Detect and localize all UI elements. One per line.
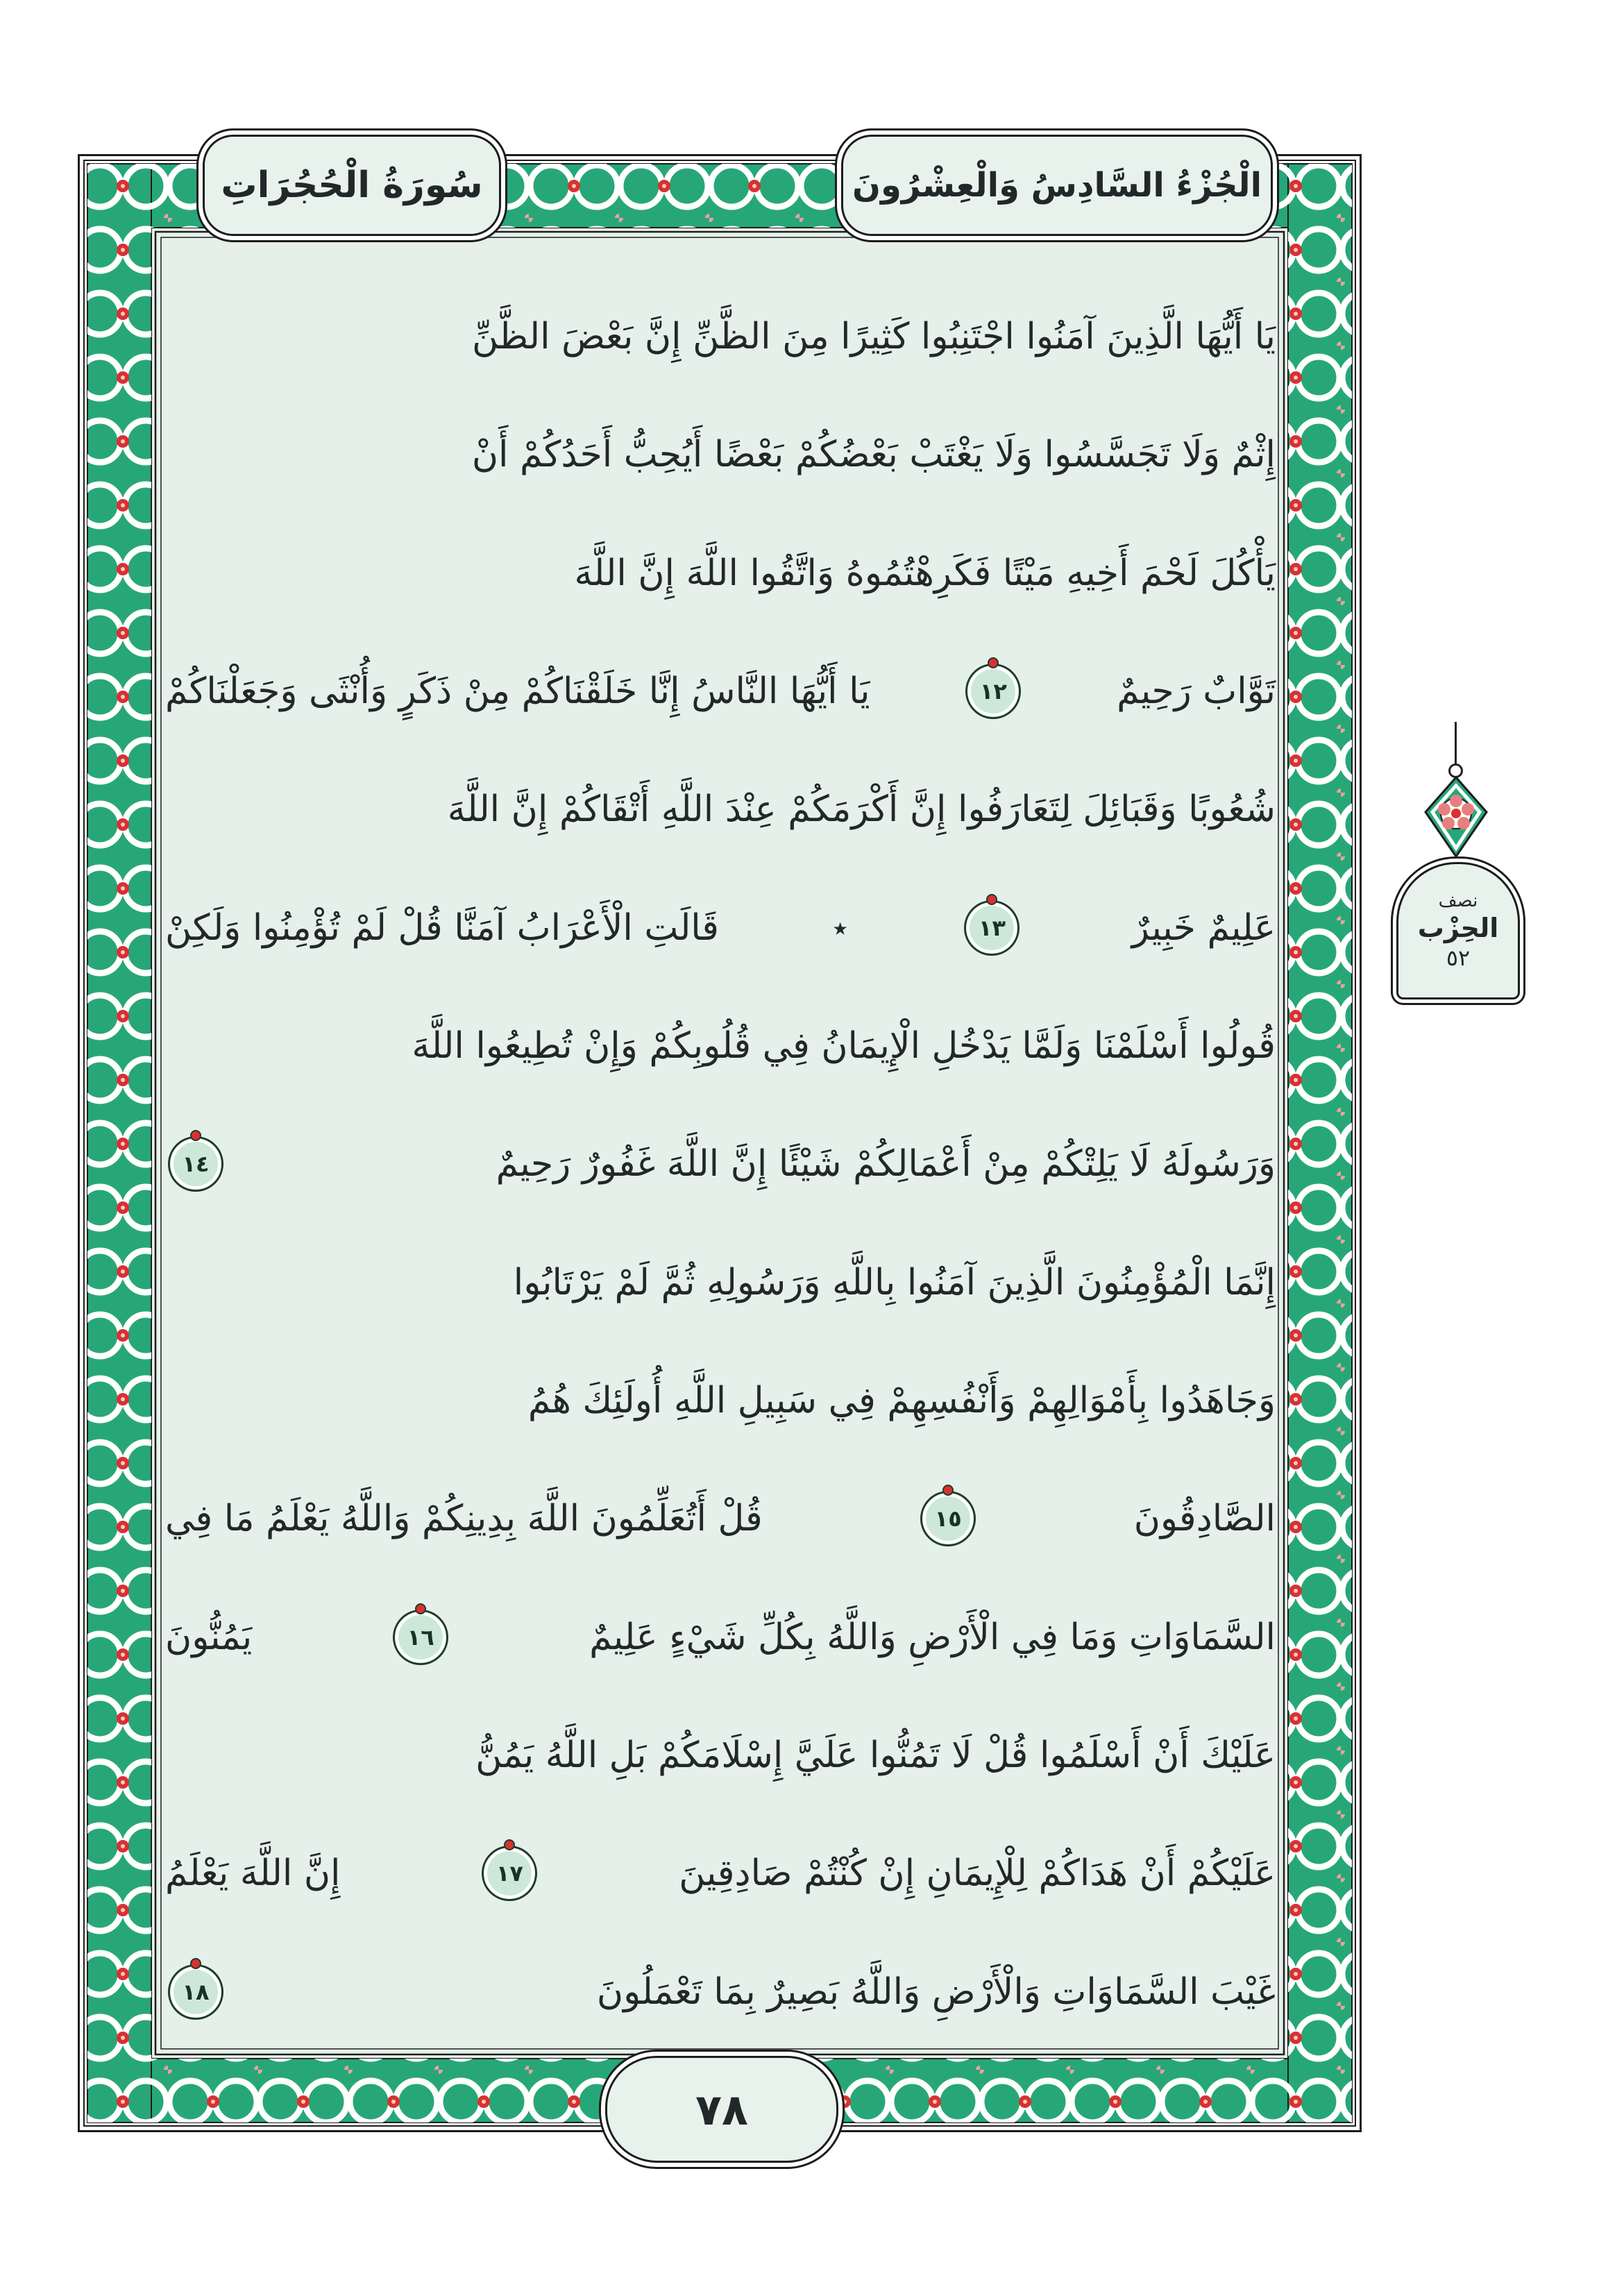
quran-line — [165, 987, 1276, 1105]
quran-line — [165, 396, 1276, 514]
verse-text: قُولُوا أَسْلَمْنَا وَلَمَّا يَدْخُلِ الْإِيمَانُ فِي قُلُوبِكُمْ وَإِنْ تُطِيعُوا اللَّهَ — [412, 1025, 1276, 1067]
juz-title: الْجُزْءُ السَّادِسُ وَالْعِشْرُونَ — [852, 166, 1262, 205]
juz-title-tab — [841, 135, 1273, 236]
ayah-marker: ١٨ — [168, 1964, 223, 2020]
hizb-star-icon: ٭ — [832, 910, 849, 945]
verse-text: إِنَّمَا الْمُؤْمِنُونَ الَّذِينَ آمَنُوا بِاللَّهِ وَرَسُولِهِ ثُمَّ لَمْ يَرْتَابُوا — [513, 1261, 1276, 1303]
verse-text: عَلَيْكُمْ أَنْ هَدَاكُمْ لِلْإِيمَانِ إِنْ كُنْتُمْ صَادِقِينَ — [679, 1852, 1276, 1895]
page-number: ٧٨ — [695, 2084, 748, 2135]
ayah-marker: ١٢ — [965, 664, 1021, 719]
quran-line — [165, 278, 1276, 396]
quran-line — [165, 750, 1276, 868]
marker-hanger-line — [1455, 722, 1457, 765]
verse-text: تَوَّابٌ رَحِيمٌ — [1117, 670, 1276, 713]
margin-marker — [1396, 862, 1520, 999]
surah-title-tab — [203, 135, 501, 236]
verse-text: يَمُنُّونَ — [165, 1616, 253, 1658]
verse-text: إِنَّ اللَّهَ يَعْلَمُ — [165, 1852, 341, 1895]
quran-line — [165, 514, 1276, 632]
quran-text-area — [165, 278, 1276, 2051]
ayah-marker: ١٦ — [393, 1610, 448, 1665]
verse-text: قُلْ أَتُعَلِّمُونَ اللَّهَ بِدِينِكُمْ وَاللَّهُ يَعْلَمُ مَا فِي — [165, 1498, 763, 1540]
verse-text: وَجَاهَدُوا بِأَمْوَالِهِمْ وَأَنْفُسِهِمْ فِي سَبِيلِ اللَّهِ أُولَئِكَ هُمُ — [527, 1380, 1276, 1422]
verse-text: السَّمَاوَاتِ وَمَا فِي الْأَرْضِ وَاللَّهُ بِكُلِّ شَيْءٍ عَلِيمٌ — [589, 1616, 1276, 1658]
quran-line — [165, 1342, 1276, 1460]
verse-text: عَلَيْكَ أَنْ أَسْلَمُوا قُلْ لَا تَمُنُّوا عَلَيَّ إِسْلَامَكُمْ بَلِ اللَّهُ يَمُنُّ — [475, 1734, 1276, 1777]
verse-text: غَيْبَ السَّمَاوَاتِ وَالْأَرْضِ وَاللَّهُ بَصِيرٌ بِمَا تَعْمَلُونَ — [596, 1970, 1276, 2013]
quran-line — [165, 1814, 1276, 1932]
marker-ornament-icon — [1416, 776, 1496, 861]
verse-text: يَأْكُلَ لَحْمَ أَخِيهِ مَيْتًا فَكَرِهْتُمُوهُ وَاتَّقُوا اللَّهَ إِنَّ اللَّهَ — [574, 552, 1276, 594]
verse-text: يَا أَيُّهَا النَّاسُ إِنَّا خَلَقْنَاكُمْ مِنْ ذَكَرٍ وَأُنْثَى وَجَعَلْنَاكُمْ — [165, 670, 870, 713]
quran-line — [165, 1696, 1276, 1814]
verse-text: عَلِيمٌ خَبِيرٌ — [1131, 906, 1276, 949]
quran-line — [165, 1578, 1276, 1696]
verse-text: وَرَسُولَهُ لَا يَلِتْكُمْ مِنْ أَعْمَالِكُمْ شَيْئًا إِنَّ اللَّهَ غَفُورٌ رَحِيمٌ — [496, 1143, 1276, 1185]
verse-text: الصَّادِقُونَ — [1133, 1498, 1276, 1540]
quran-line — [165, 1224, 1276, 1342]
hizb-label: الحِزْب — [1417, 913, 1499, 943]
ayah-marker: ١٥ — [920, 1491, 976, 1546]
verse-text: يَا أَيُّهَا الَّذِينَ آمَنُوا اجْتَنِبُوا كَثِيرًا مِنَ الظَّنِّ إِنَّ بَعْضَ الظَّنِّ — [472, 316, 1276, 358]
quran-line — [165, 632, 1276, 750]
surah-title: سُورَةُ الْحُجُرَاتِ — [221, 164, 483, 206]
ayah-marker: ١٧ — [482, 1846, 537, 1901]
ayah-marker: ١٣ — [964, 900, 1020, 956]
quran-line — [165, 869, 1276, 987]
verse-text: إِثْمٌ وَلَا تَجَسَّسُوا وَلَا يَغْتَبْ بَعْضُكُمْ بَعْضًا أَيُحِبُّ أَحَدُكُمْ أَنْ — [471, 434, 1276, 476]
nisf-label: نصف — [1438, 890, 1478, 911]
verse-text: قَالَتِ الْأَعْرَابُ آمَنَّا قُلْ لَمْ تُؤْمِنُوا وَلَكِنْ — [165, 906, 720, 949]
verse-text: شُعُوبًا وَقَبَائِلَ لِتَعَارَفُوا إِنَّ أَكْرَمَكُمْ عِنْدَ اللَّهِ أَتْقَاكُمْ إِنَّ اللَّهَ — [447, 788, 1276, 831]
ayah-marker: ١٤ — [168, 1136, 223, 1192]
quran-line — [165, 1460, 1276, 1578]
page-number-cartouche — [605, 2056, 838, 2163]
quran-line — [165, 1105, 1276, 1223]
hizb-number: ٥٢ — [1446, 945, 1471, 971]
quran-line — [165, 1933, 1276, 2051]
